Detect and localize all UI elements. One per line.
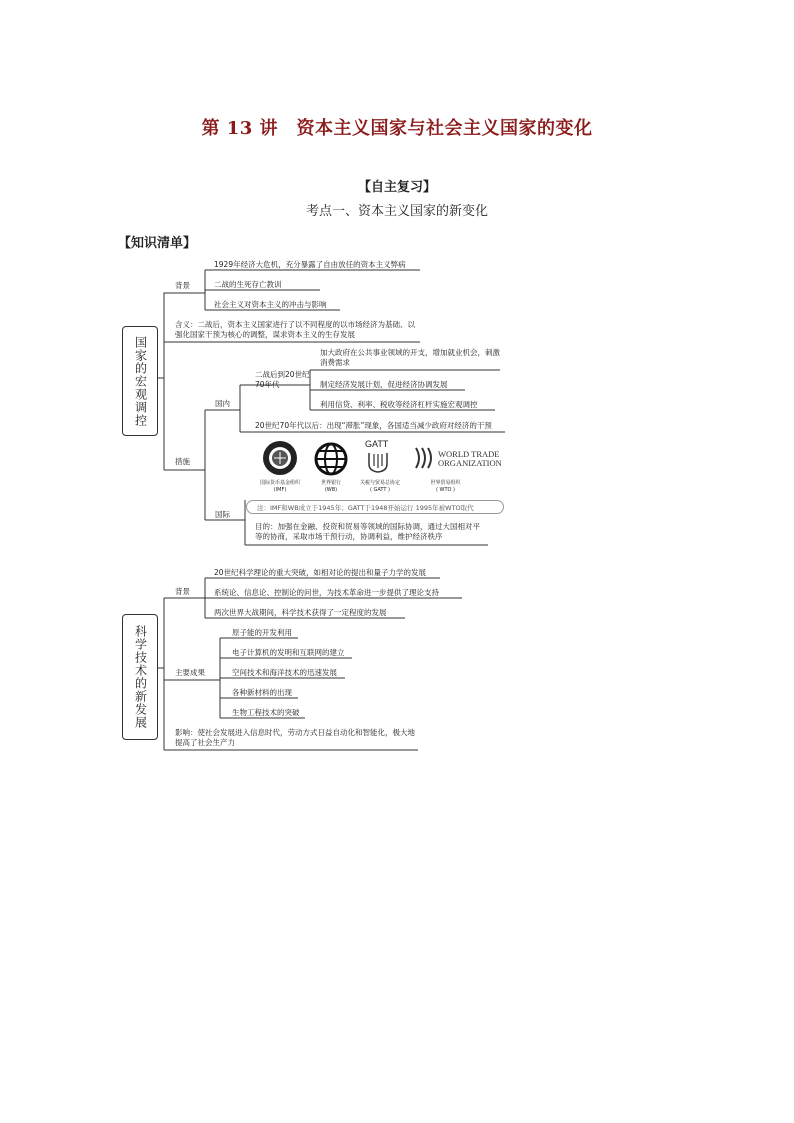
background2-item-3: 两次世界大战期间，科学技术获得了一定程度的发展: [214, 608, 387, 617]
background-item-3: 社会主义对资本主义的冲击与影响: [214, 300, 327, 309]
impact-text: 影响：使社会发展进入信息时代，劳动方式日益自动化和智能化，极大地提高了社会生产力: [175, 728, 415, 747]
subsection-heading: 考点一、资本主义国家的新变化: [305, 204, 488, 219]
period-item-1: 加大政府在公共事业领域的开支，增加就业机会，刺激消费需求: [320, 348, 500, 367]
root-node-macro-control: 国家的宏观调控: [122, 326, 158, 436]
achievement-item-3: 空间技术和海洋技术的迅速发展: [232, 668, 337, 677]
achievement-item-2: 电子计算机的发明和互联网的建立: [232, 648, 345, 657]
label-achievements: 主要成果: [175, 668, 205, 677]
wto-mark-line2: ORGANIZATION: [438, 458, 502, 468]
achievement-item-1: 原子能的开发利用: [232, 628, 292, 637]
logo-caption-wb: 世界银行 (WB): [320, 480, 341, 493]
background2-item-2: 系统论、信息论、控制论的问世，为技术革命进一步提供了理论支持: [214, 588, 439, 597]
label-measures: 措施: [175, 457, 190, 466]
section-heading: 【自主复习】: [357, 180, 436, 195]
achievement-item-5: 生物工程技术的突破: [232, 708, 300, 717]
achievement-item-4: 各种新材料的出现: [232, 688, 292, 697]
label-period: 二战后到20世纪70年代: [255, 370, 310, 389]
meaning-text: 含义：二战后，资本主义国家进行了以不同程度的以市场经济为基础、以强化国家干预为核心的调整，谋求资本主义的生存发展: [175, 320, 415, 339]
label-domestic: 国内: [215, 399, 230, 408]
root-node-science-tech: 科学技术的新发展: [122, 614, 158, 740]
knowledge-list-heading: 【知识清单】: [118, 236, 197, 251]
purpose-text: 目的：加强在金融、投资和贸易等领域的国际协调，通过大国相对平等的协商，采取市场干预行动，协调利益，维护经济秩序: [255, 522, 480, 541]
gatt-mark-text: GATT: [365, 439, 389, 449]
logo-caption-wto: 世界贸易组织 ( WTO ): [430, 480, 461, 493]
logo-caption-imf: 国际货币基金组织 (IMF): [259, 480, 300, 493]
period-item-2: 制定经济发展计划，促进经济协调发展: [320, 380, 448, 389]
logo-caption-gatt: 关税与贸易总协定 ( GATT ): [359, 480, 400, 493]
label-international: 国际: [215, 510, 230, 519]
background-item-1: 1929年经济大危机，充分暴露了自由放任的资本主义弊病: [214, 260, 406, 269]
founding-note: 注：IMF和WB成立于1945年；GATT于1948开始运行 1995年被WTO取代: [246, 500, 504, 514]
period-item-3: 利用信贷、利率、税收等经济杠杆实施宏观调控: [320, 400, 478, 409]
wto-mark-line1: WORLD TRADE: [438, 449, 500, 459]
label-background: 背景: [175, 281, 190, 290]
background-item-2: 二战的生死存亡教训: [214, 280, 282, 289]
page-title: 第 13 讲 资本主义国家与社会主义国家的变化: [201, 118, 593, 139]
background2-item-1: 20世纪科学理论的重大突破，如相对论的提出和量子力学的发展: [214, 568, 427, 577]
after-70s-text: 20世纪70年代以后：出现“滞胀”现象，各国适当减少政府对经济的干预: [255, 421, 492, 430]
label-background-2: 背景: [175, 587, 190, 596]
